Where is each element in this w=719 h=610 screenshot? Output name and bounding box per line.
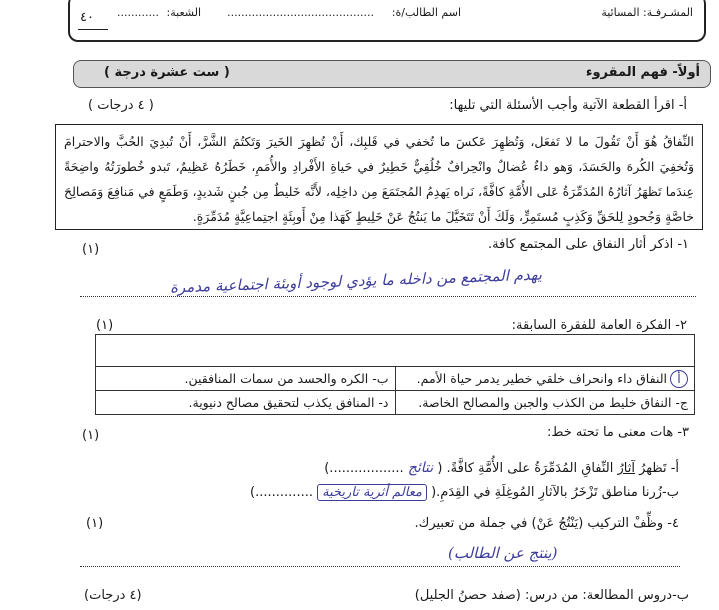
section-dots[interactable]: ............: [117, 6, 159, 19]
q4-answer-line: [80, 566, 680, 567]
q2-text: ٢- الفكرة العامة للفقرة السابقة:: [511, 318, 687, 333]
question-a-marks: ( ٤ درجات ): [88, 98, 154, 113]
q2-marks: (١): [96, 318, 114, 333]
option-a[interactable]: أالنفاق داء وانحراف خلقي خطير يدمر حياة الأمم.: [395, 367, 695, 391]
option-d[interactable]: د- المنافق يكذب لتحقيق مصالح دنيوية.: [96, 391, 396, 415]
student-name-dots[interactable]: ..........................................: [227, 6, 374, 19]
q2-options-table: [95, 366, 695, 415]
option-b[interactable]: ب- الكره والحسد من سمات المنافقين.: [96, 367, 396, 391]
q1-text: ١- اذكر أثار النفاق على المجتمع كافة.: [487, 237, 689, 252]
q4-marks: (١): [86, 516, 104, 531]
q1-marks: (١): [82, 242, 100, 257]
question-a-label: أ- اقرأ القطعة الآتية وأجب الأسئلة التي تليها:: [449, 98, 687, 113]
teacher-label: المشـرفـة: المسائية: [601, 6, 693, 19]
section-title: أولاً- فهم المقروء: [585, 65, 700, 80]
selected-answer-mark: أ: [670, 370, 688, 388]
option-c[interactable]: ج- النفاق خليط من الكذب والجبن والمصالح الخاصة.: [395, 391, 695, 415]
q3-item-a: أ- تَظهرُ آثارُ النِّفاقِ المُدَمِّرَةُ على الأُمَّةِ كافَّةً. ( نتائج ..................): [324, 460, 679, 476]
student-name-label: اسم الطالب/ة:: [391, 6, 461, 19]
q3-marks: (١): [82, 428, 100, 443]
section-heading-bar: [73, 60, 711, 88]
q4-text: ٤- وظِّفْ التركيب (يَنْتُجُ عَنْ) في جملة من تعبيرك.: [414, 516, 679, 531]
reading-passage: النِّفاقُ هُوَ أَنْ تَقُولَ ما لا تَفعَل، وَتُظهِرَ عَكسَ ما تُخفي في قَلبِك، أَنْ تُظهِرَ الخَيرَ وَتَكتُمَ الشَّرَّ، أَنْ تُبدِيَ الحُبَّ والاحترامَ وَتُخفِيَ الكُرهَ والحَسَدَ، وَهو داءٌ عُضالٌ وانْحِرافٌ خُلُقِيٌّ خَطِيرٌ في حَياةِ الأَفْرادِ والأُمَمِ، خَطَرُهُ عَظِيمٌ، تَبدو خُطورَتُهُ واضِحَةً عِندَما تَظهَرُ آثارُهُ المُدَمِّرَةُ عَلى الأُمَّةِ كافَّةً، نَراه يَهدِمُ المُجتَمَعَ مِن داخِلِه، لأَنَّه خَليطٌ مِن جُبنٍ شَديدٍ، وَطَمَعٍ في مَنافِعَ وَمَصالِحَ خاصَّةٍ وَجُحودٍ لِلحَقِّ وَكَذِبٍ مُستَمِرٍّ، وَلَكَ أَنْ تَتَخَيَّلَ ما يَنتُجُ عَنْ خَلِيطٍ كَهَذا مِنْ أَوبِئَةٍ اجتِماعِيَّةٍ مُدَمِّرَةٍ.: [55, 124, 703, 230]
q2-header-frame: [95, 334, 695, 366]
q3-b-handwritten-answer[interactable]: معالم أثرية تاريخية: [317, 484, 427, 501]
q3-underlined-word: آثارُ: [617, 461, 635, 476]
score-box: ٤٠: [80, 10, 94, 25]
score-divider: [78, 29, 108, 30]
section-b-text: ب-دروس المطالعة: من درس: (صفد حصنُ الجليل): [414, 588, 689, 603]
q1-handwritten-answer[interactable]: يهدم المجتمع من داخله ما يؤدي لوجود أوبئة اجتماعية مدمرة: [169, 265, 543, 297]
table-row: [96, 367, 695, 391]
q3-text: ٣- هات معنى ما تحته خط:: [547, 425, 689, 440]
q4-handwritten-answer[interactable]: (ينتج عن الطالب): [448, 544, 558, 562]
q3-a-handwritten-answer[interactable]: نتائج: [407, 460, 434, 476]
table-row: [96, 391, 695, 415]
section-b-marks: (٤ درجات): [84, 588, 142, 603]
q3-item-b: ب-زُرنا مناطق تَزْخَرُ بالآثارِ المُوغِلَةِ في القِدَمِ.( معالم أثرية تاريخية ..............): [250, 485, 679, 500]
section-marks: ( ست عشرة درجة ): [104, 65, 230, 80]
section-label: الشعبة:: [166, 6, 201, 19]
